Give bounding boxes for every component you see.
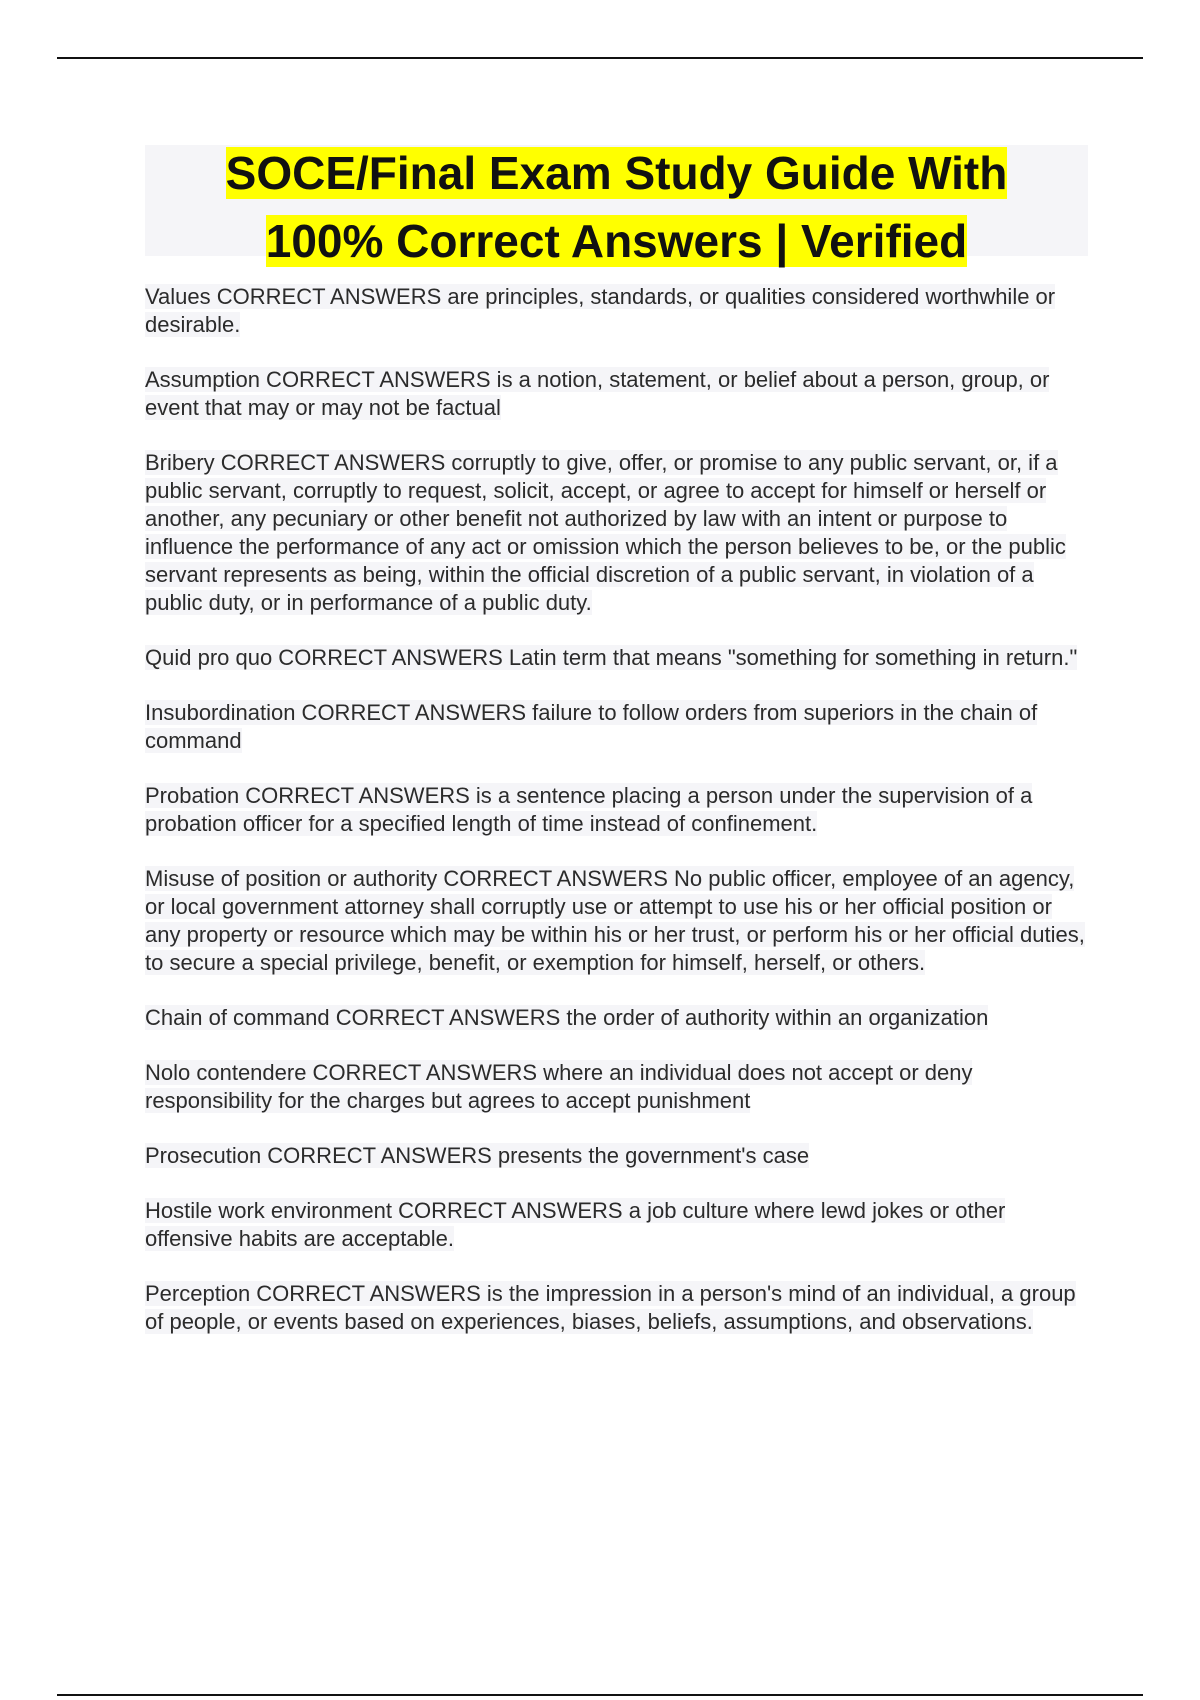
header-rule (57, 57, 1143, 59)
entry-assumption: Assumption CORRECT ANSWERS is a notion, statement, or belief about a person, group, or event that may or may not be factual (145, 367, 1050, 420)
entry-perception: Perception CORRECT ANSWERS is the impression in a person's mind of an individual, a group of people, or events based on experiences, biases, beliefs, assumptions, and observations. (145, 1281, 1076, 1334)
entry-probation: Probation CORRECT ANSWERS is a sentence placing a person under the supervision of a probation officer for a specified length of time instead of confinement. (145, 783, 1033, 836)
entry-chain-of-command: Chain of command CORRECT ANSWERS the order of authority within an organization (145, 1005, 989, 1030)
page-title (145, 145, 1088, 281)
entry-nolo-contendere: Nolo contendere CORRECT ANSWERS where an individual does not accept or deny responsibility for the charges but agrees to accept punishment (145, 1060, 973, 1113)
entry-misuse-of-position: Misuse of position or authority CORRECT ANSWERS No public officer, employee of an agency, or local government attorney shall corruptly use or attempt to use his or her official position or any property or resource which may be within his or her trust, or perform his or her official duties, to secure a special privilege, benefit, or exemption for himself, herself, or others. (145, 866, 1085, 975)
entry-bribery: Bribery CORRECT ANSWERS corruptly to give, offer, or promise to any public servant, or, if a public servant, corruptly to request, solicit, accept, or agree to accept for himself or herself or another, any pecuniary or other benefit not authorized by law with an intent or purpose to influence the performance of any act or omission which the person believes to be, or the public servant represents as being, within the official discretion of a public servant, in violation of a public duty, or in performance of a public duty. (145, 450, 1066, 615)
entry-insubordination: Insubordination CORRECT ANSWERS failure to follow orders from superiors in the chain of command (145, 700, 1038, 753)
entry-quid-pro-quo: Quid pro quo CORRECT ANSWERS Latin term that means "something for something in return." (145, 645, 1078, 670)
title-block (145, 145, 1088, 267)
footer-rule (57, 1694, 1143, 1696)
entry-hostile-work-environment: Hostile work environment CORRECT ANSWERS a job culture where lewd jokes or other offensive habits are acceptable. (145, 1198, 1006, 1251)
title-line-2: 100% Correct Answers | Verified (265, 215, 968, 267)
title-line-1: SOCE/Final Exam Study Guide With (225, 147, 1008, 199)
entry-prosecution: Prosecution CORRECT ANSWERS presents the government's case (145, 1143, 810, 1168)
study-guide-entries (145, 283, 1090, 1363)
entry-values: Values CORRECT ANSWERS are principles, standards, or qualities considered worthwhile or desirable. (145, 284, 1056, 337)
